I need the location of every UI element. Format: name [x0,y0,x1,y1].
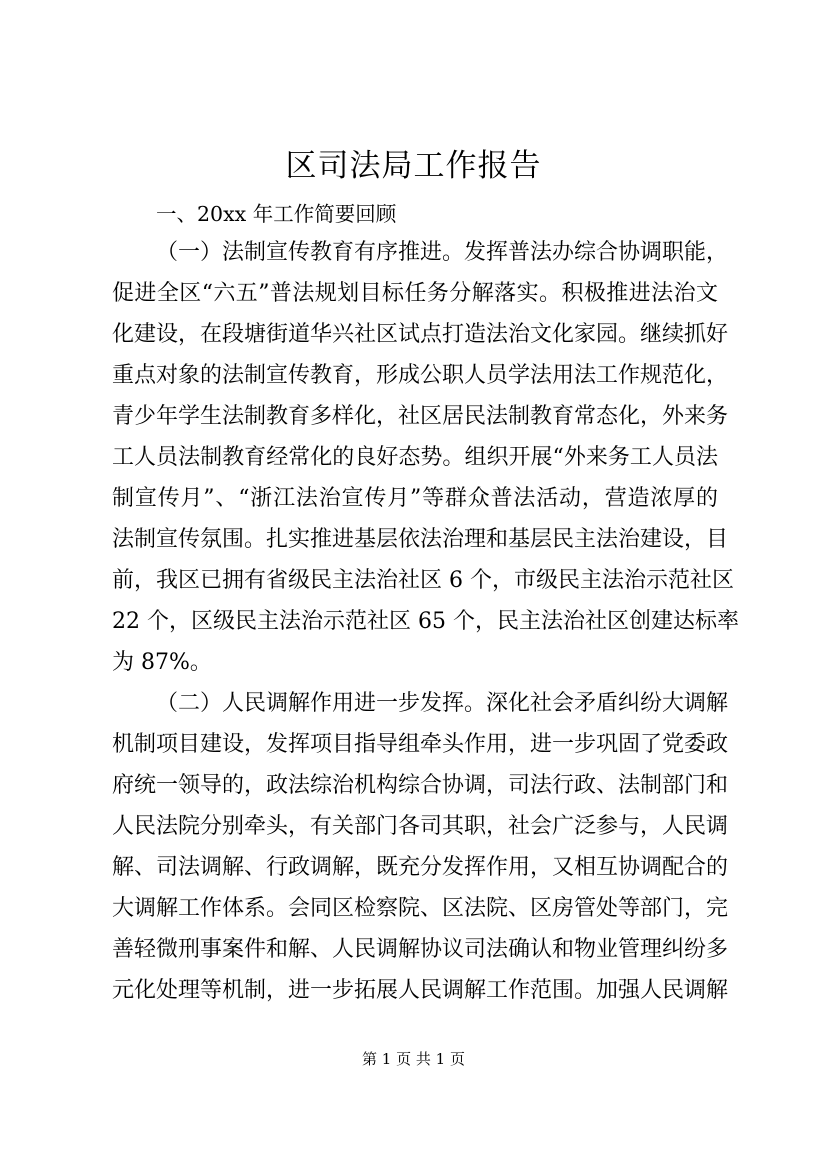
paragraph-line: （一）法制宣传教育有序推进。发挥普法办综合协调职能， [156,240,729,265]
paragraph-line: （二）人民调解作用进一步发挥。深化社会矛盾纠纷大调解 [156,691,729,716]
paragraph-line: 法制宣传氛围。扎实推进基层依法治理和基层民主法治建设，目 [112,527,729,552]
paragraph-line: 前，我区已拥有省级民主法治社区 6 个，市级民主法治示范社区 [112,568,734,593]
paragraph-line: 机制项目建设，发挥项目指导组牵头作用，进一步巩固了党委政 [112,732,729,757]
paragraph-line: 青少年学生法制教育多样化，社区居民法制教育常态化，外来务 [112,404,729,429]
paragraph-line: 工人员法制教育经常化的良好态势。组织开展“外来务工人员法 [112,445,718,470]
paragraph-line: 为 87%。 [112,650,212,675]
paragraph-line: 促进全区“六五”普法规划目标任务分解落实。积极推进法治文 [112,281,718,306]
paragraph-line: 府统一领导的，政法综治机构综合协调，司法行政、法制部门和 [112,773,729,798]
section-heading: 一、20xx 年工作简要回顾 [156,202,397,226]
document-title: 区司法局工作报告 [285,148,542,184]
paragraph-line: 善轻微刑事案件和解、人民调解协议司法确认和物业管理纠纷多 [112,937,729,962]
paragraph-line: 重点对象的法制宣传教育，形成公职人员学法用法工作规范化， [112,363,729,388]
paragraph-line: 大调解工作体系。会同区检察院、区法院、区房管处等部门，完 [112,896,729,921]
paragraph-line: 解、司法调解、行政调解，既充分发挥作用，又相互协调配合的 [112,855,729,880]
paragraph-line: 制宣传月”、“浙江法治宣传月”等群众普法活动，营造浓厚的 [112,486,718,511]
paragraph-line: 化建设，在段塘街道华兴社区试点打造法治文化家园。继续抓好 [112,322,729,347]
page-footer: 第 1 页 共 1 页 [362,1050,465,1068]
paragraph-people-mediation [112,683,729,1011]
paragraph-legal-publicity [112,232,739,683]
paragraph-line: 元化处理等机制，进一步拓展人民调解工作范围。加强人民调解 [112,978,729,1003]
paragraph-line: 人民法院分别牵头，有关部门各司其职，社会广泛参与，人民调 [112,814,729,839]
paragraph-line: 22 个，区级民主法治示范社区 65 个，民主法治社区创建达标率 [112,609,739,634]
